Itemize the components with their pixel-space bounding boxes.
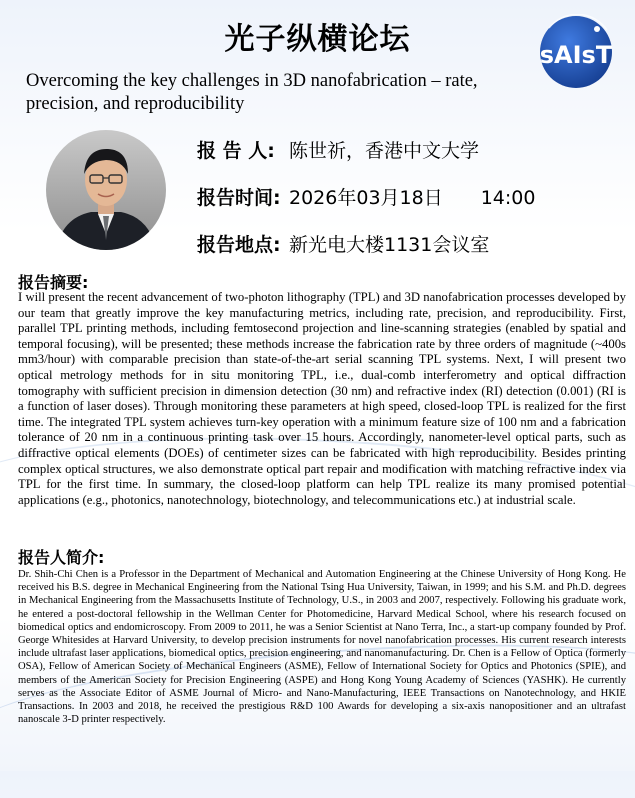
forum-title: 光子纵横论坛 [224, 22, 411, 57]
speaker-row [197, 136, 479, 163]
time-label: 报告时间: [197, 187, 281, 209]
logo-text: sAIsT [539, 41, 613, 69]
abstract-text: I will present the recent advancement of two-photon lithography (TPL) and 3D nanofabrication processes developed by our team that greatly improve the key manufacturing metrics, including rate, precision, and reproducibility. First, parallel TPL printing methods, including femtosecond projection and line-scanning strategies (enabled by spatial and temporal focusing), will be presented; these methods increase the fabrication rate by three orders of magnitude (~400s mm3/hour) with comparable precision than state-of-the-art serial scanning TPL systems. Next, I will present two optical metrology methods for in situ monitoring TPL, i.e., dual-comb interferometry and optical diffraction tomography with sufficient precision in dimension detection (30 nm) and refractive index (RI) detection (0.001) (RI is a function of laser doses). Through monitoring these parameters at high speed, closed-loop TPL is realized for the first time. The integrated TPL system achieves turn-key operation with a minimum feature size of 100 nm and a fabrication tolerance of 20 nm in a continuous printing task over 15 hours. Accordingly, nanometer-level optical parts, such as diffractive optical elements (DOEs) of centimeter sizes can be fabricated with high reproducibility. Besides printing complex optical structures, we also demonstrate optical part repair and modification with matching refractive index via TPL for the first time. In summary, the closed-loop platform can help TPL realize its many promised potential applications (e.g., photonics, nanotechnology, biotechnology, and telecommunications etc.) at industrial scale. [18, 290, 626, 507]
location-label: 报告地点: [197, 234, 281, 256]
speaker-label: 报 告 人: [197, 140, 275, 162]
speaker-value: 陈世祈，香港中文大学 [289, 140, 480, 162]
time-row [197, 183, 535, 210]
bio-heading: 报告人简介: [18, 548, 105, 567]
location-value: 新光电大楼1131会议室 [289, 234, 490, 256]
talk-title: Overcoming the key challenges in 3D nanofabrication – rate, precision, and reproducibility [26, 71, 478, 114]
bio-text: Dr. Shih-Chi Chen is a Professor in the Department of Mechanical and Automation Engineering at the Chinese University of Hong Kong. He received his B.S. degree in Mechanical Engineering from the National Tsing Hua University, Taiwan, in 1999; and his S.M. and Ph.D. degrees in Mechanical Engineering from the Massachusetts Institute of Technology, U.S., in 2003 and 2007, respectively. Following his graduate work, he entered a post-doctoral fellowship in the Wellman Center for Photomedicine, Harvard Medical School, where his research focused on biomedical optics and endomicroscopy. From 2009 to 2011, he was a Senior Scientist at Nano Terra, Inc., a start-up company founded by Prof. George Whitesides at Harvard University, to develop precision instruments for novel nanofabrication processes. His current research interests include ultrafast laser applications, biomedical optics, precision engineering, and nanomanufacturing. Dr. Chen is a Fellow of Optica (formerly OSA), Fellow of American Society of Mechanical Engineers (ASME), Fellow of International Society for Optics and Photonics (SPIE), and members of the American Society for Precision Engineering (ASPE) and Hong Kong Young Academy of Sciences (YASHK). He currently serves as the Associate Editor of ASME Journal of Micro- and Nano-Manufacturing, IEEE Transactions on Nanotechnology, and HKIE Transactions. In 2003 and 2018, he received the prestigious R&D 100 Awards for developing a six-axis nanopositioner and an ultrafast nanoscale 3-D printer respectively. [18, 569, 626, 726]
saist-logo [527, 14, 625, 90]
abstract-heading: 报告摘要: [18, 273, 89, 292]
speaker-photo [46, 130, 166, 250]
location-row [197, 230, 489, 257]
time-value: 2026年03月18日 14:00 [289, 187, 536, 209]
